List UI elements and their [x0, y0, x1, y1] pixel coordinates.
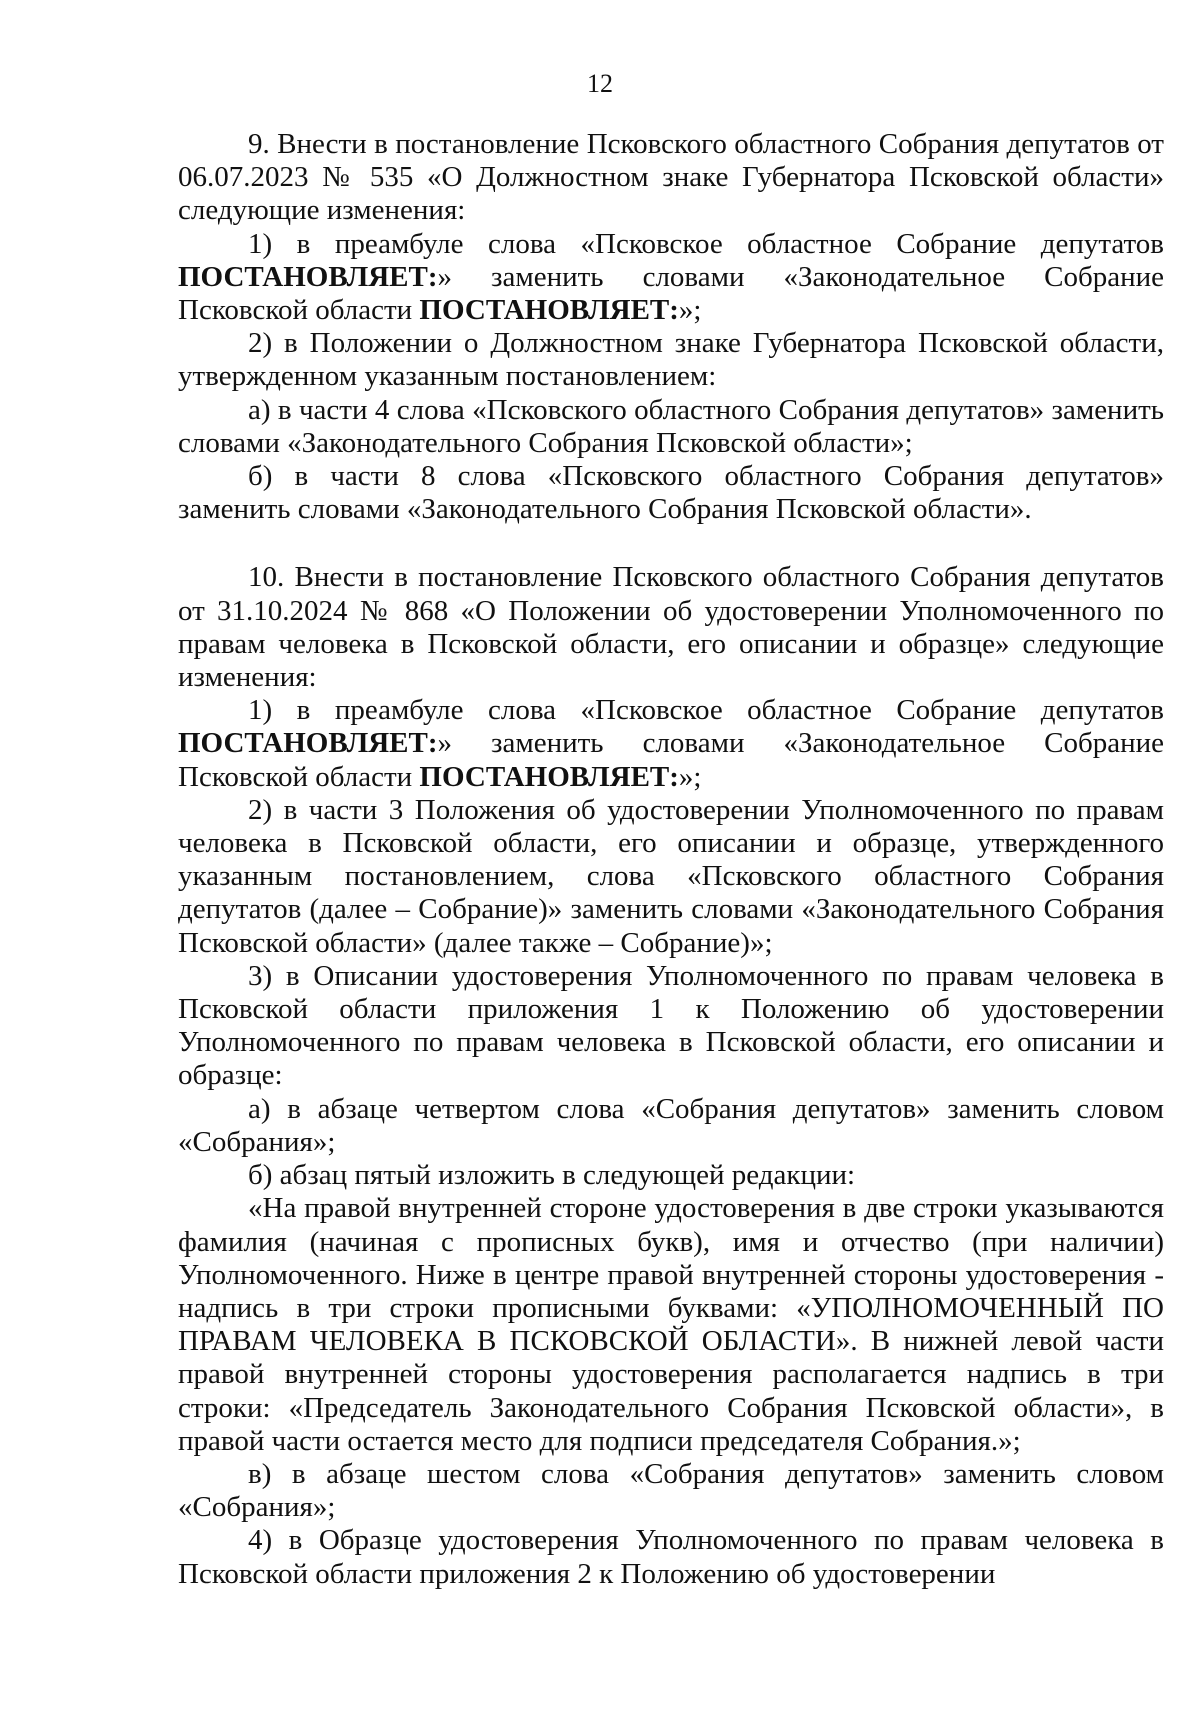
- section-9-intro: 9. Внести в постановление Псковского областного Собрания депутатов от 06.07.2023 № 535 «О Должностном знаке Губернатора Псковской области» следующие изменения:: [178, 128, 1164, 227]
- section-10-item-4: 4) в Образце удостоверения Уполномоченного по правам человека в Псковской области приложения 2 к Положению об удостоверении: [178, 1524, 1164, 1590]
- section-10-item-2: 2) в части 3 Положения об удостоверении Уполномоченного по правам человека в Псковской области, его описании и образце, утвержденного указанным постановлением, слова «Псковского областного Собрания депутатов (далее – Собрание)» заменить словами «Законодательного Собрания Псковской области» (далее также – Собрание)»;: [178, 793, 1164, 959]
- section-10-item-3b-quote: «На правой внутренней стороне удостоверения в две строки указываются фамилия (начиная с прописных букв), имя и отчество (при наличии) Уполномоченного. Ниже в центре правой внутренней стороны удостоверения - надпись в три строки прописными буквами: «УПОЛНОМОЧЕННЫЙ ПО ПРАВАМ ЧЕЛОВЕКА В ПСКОВСКОЙ ОБЛАСТИ». В нижней левой части правой внутренней стороны удостоверения располагается надпись в три строки: «Председатель Законодательного Собрания Псковской области», в правой части остается место для подписи председателя Собрания.»;: [178, 1192, 1164, 1457]
- bold-keyword: ПОСТАНОВЛЯЕТ:: [419, 760, 679, 793]
- section-9-item-1: 1) в преамбуле слова «Псковское областное Собрание депутатов ПОСТАНОВЛЯЕТ:» заменить словами «Законодательное Собрание Псковской области ПОСТАНОВЛЯЕТ:»;: [178, 227, 1164, 327]
- bold-keyword: ПОСТАНОВЛЯЕТ:: [178, 727, 438, 760]
- bold-keyword: ПОСТАНОВЛЯЕТ:: [178, 260, 438, 293]
- bold-keyword: ПОСТАНОВЛЯЕТ:: [419, 294, 679, 327]
- page-number: 12: [587, 69, 613, 98]
- section-10-item-3v: в) в абзаце шестом слова «Собрания депутатов» заменить словом «Собрания»;: [178, 1457, 1164, 1524]
- document-body: [178, 128, 1164, 1591]
- section-9-item-2b: б) в части 8 слова «Псковского областного Собрания депутатов» заменить словами «Законодательного Собрания Псковской области».: [178, 460, 1164, 526]
- section-10-intro: 10. Внести в постановление Псковского областного Собрания депутатов от 31.10.2024 № 868 «О Положении об удостоверении Уполномоченного по правам человека в Псковской области, его описании и образце» следующие изменения:: [178, 561, 1164, 694]
- section-10-item-3b: б) абзац пятый изложить в следующей редакции:: [248, 1159, 856, 1192]
- section-10-item-3a: а) в абзаце четвертом слова «Собрания депутатов» заменить словом «Собрания»;: [178, 1092, 1164, 1158]
- section-9-item-2a: а) в части 4 слова «Псковского областного Собрания депутатов» заменить словами «Законодательного Собрания Псковской области»;: [178, 393, 1164, 459]
- section-10-item-3: 3) в Описании удостоверения Уполномоченного по правам человека в Псковской области приложения 1 к Положению об удостоверении Уполномоченного по правам человека в Псковской области, его описании и образце:: [178, 959, 1164, 1092]
- section-10-item-1: 1) в преамбуле слова «Псковское областное Собрание депутатов ПОСТАНОВЛЯЕТ:» заменить словами «Законодательное Собрание Псковской области ПОСТАНОВЛЯЕТ:»;: [178, 694, 1164, 793]
- section-9-item-2: 2) в Положении о Должностном знаке Губернатора Псковской области, утвержденном указанным постановлением:: [178, 327, 1164, 393]
